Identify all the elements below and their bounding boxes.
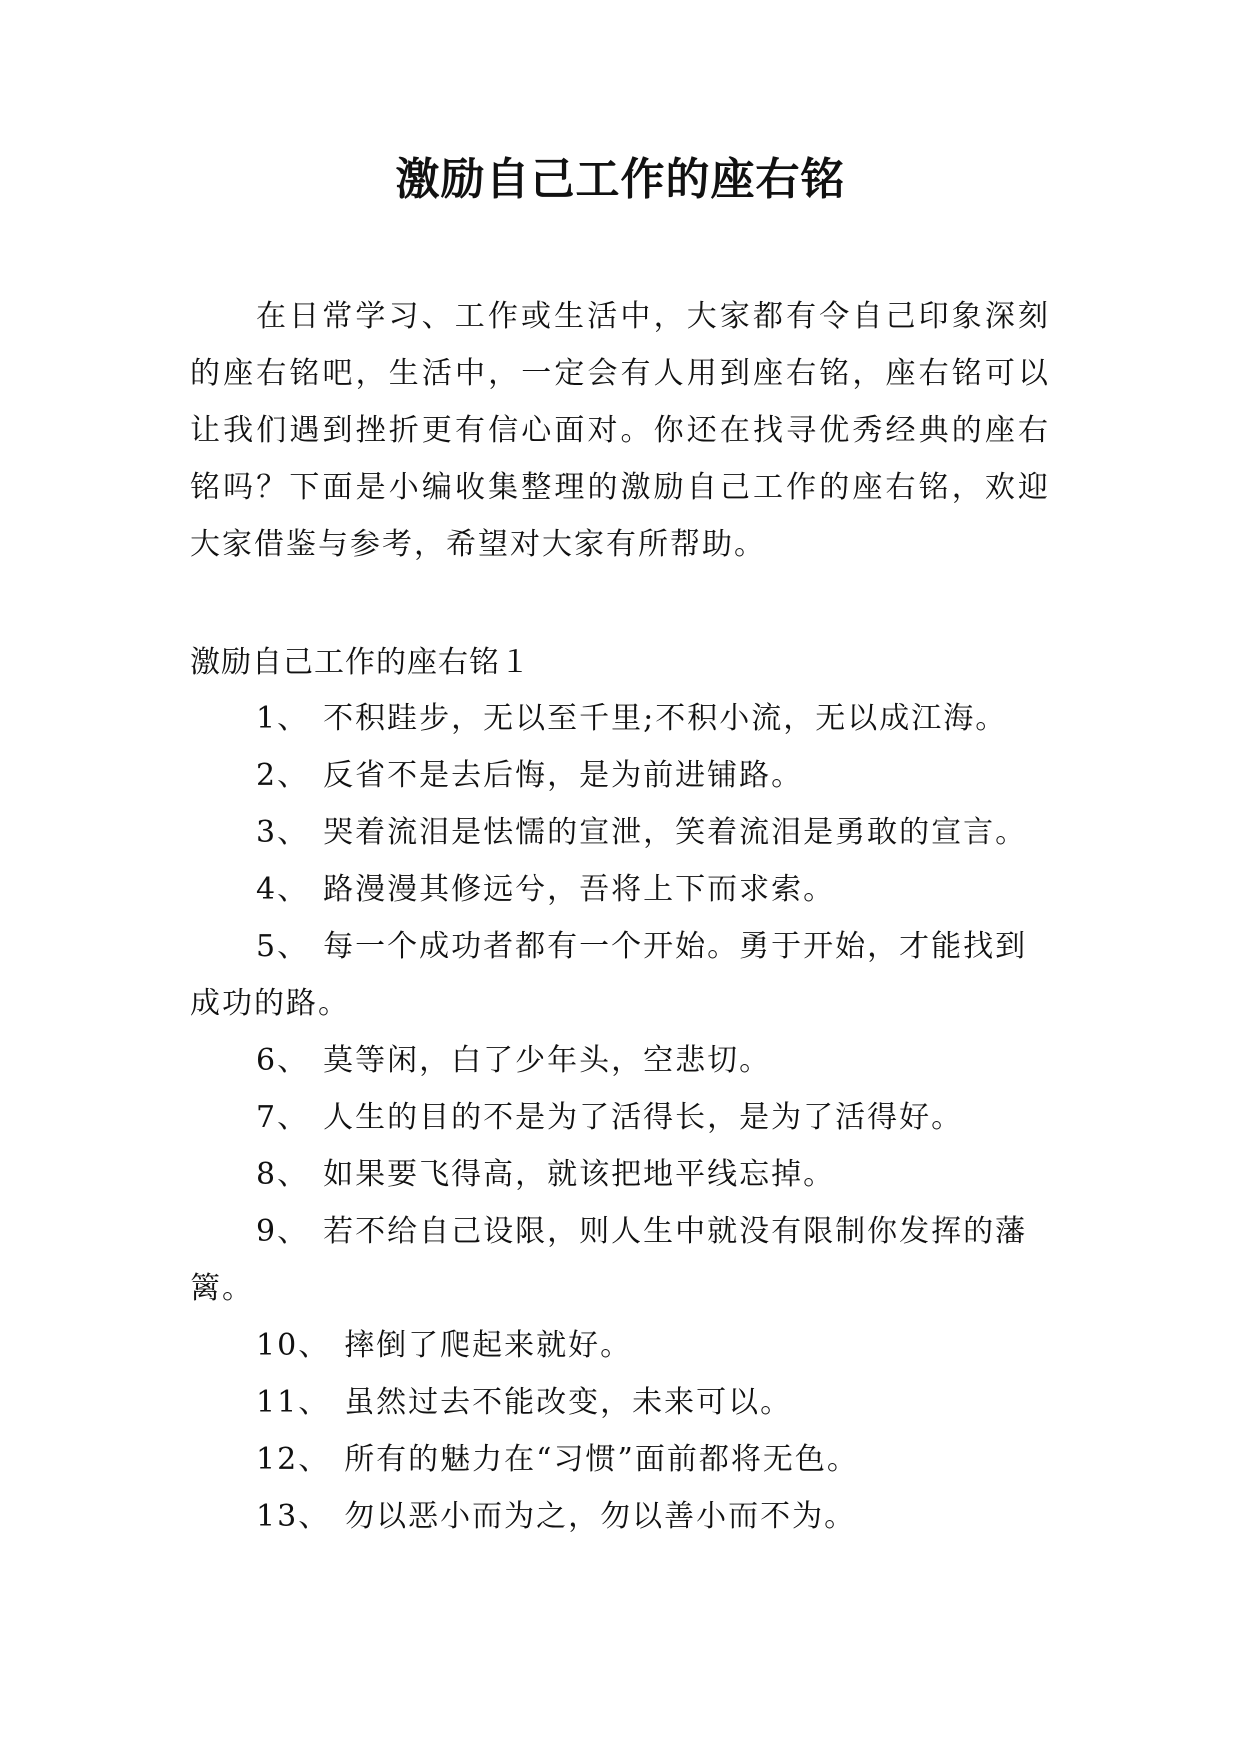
quote-text: 所有的魅力在“习惯”面前都将无色。	[344, 1442, 859, 1477]
quote-number: 12	[256, 1442, 299, 1477]
quote-number: 1	[256, 701, 278, 736]
quote-separator: 、	[277, 701, 310, 736]
list-item	[190, 1203, 1050, 1317]
quote-text: 人生的目的不是为了活得长，是为了活得好。	[323, 1100, 964, 1135]
quote-text: 反省不是去后悔，是为前进铺路。	[323, 758, 804, 793]
quote-text: 若不给自己设限，则人生中就没有限制你发挥的藩篱。	[190, 1214, 1028, 1306]
list-item	[190, 1089, 1050, 1146]
quote-separator: 、	[277, 1214, 310, 1249]
quote-text: 摔倒了爬起来就好。	[344, 1328, 633, 1363]
quote-number: 3	[256, 815, 278, 850]
quote-number: 2	[256, 758, 278, 793]
quote-text: 哭着流泪是怯懦的宣泄，笑着流泪是勇敢的宣言。	[323, 815, 1028, 850]
quote-separator: 、	[298, 1499, 331, 1534]
quote-number: 6	[256, 1043, 278, 1078]
quote-text: 路漫漫其修远兮，吾将上下而求索。	[323, 872, 836, 907]
list-item	[190, 690, 1050, 747]
list-item	[190, 1032, 1050, 1089]
quote-number: 4	[256, 872, 278, 907]
quote-separator: 、	[298, 1442, 331, 1477]
quote-separator: 、	[298, 1328, 331, 1363]
quote-number: 11	[256, 1385, 299, 1420]
quote-number: 9	[256, 1214, 278, 1249]
quote-separator: 、	[277, 1157, 310, 1192]
quote-number: 10	[256, 1328, 299, 1363]
intro-paragraph: 在日常学习、工作或生活中，大家都有令自己印象深刻的座右铭吧，生活中，一定会有人用到座右铭，座右铭可以让我们遇到挫折更有信心面对。你还在找寻优秀经典的座右铭吗？下面是小编收集整理的激励自己工作的座右铭，欢迎大家借鉴与参考，希望对大家有所帮助。	[190, 299, 1050, 562]
list-item	[190, 1146, 1050, 1203]
quote-text: 莫等闲，白了少年头，空悲切。	[323, 1043, 772, 1078]
list-item	[190, 1374, 1050, 1431]
quote-text: 每一个成功者都有一个开始。勇于开始，才能找到成功的路。	[190, 929, 1028, 1021]
section-heading: 激励自己工作的座右铭１	[190, 645, 531, 680]
list-item	[190, 804, 1050, 861]
list-item	[190, 1488, 1050, 1545]
quote-number: 7	[256, 1100, 278, 1135]
quote-number: 13	[256, 1499, 299, 1534]
quote-separator: 、	[277, 758, 310, 793]
list-item	[190, 1431, 1050, 1488]
quote-list	[190, 690, 1050, 1545]
quote-separator: 、	[277, 929, 310, 964]
quote-text: 不积跬步，无以至千里;不积小流，无以成江海。	[323, 701, 1008, 736]
quote-separator: 、	[277, 1043, 310, 1078]
list-item	[190, 1317, 1050, 1374]
quote-text: 虽然过去不能改变，未来可以。	[344, 1385, 793, 1420]
document-title: 激励自己工作的座右铭	[395, 154, 846, 205]
list-item	[190, 747, 1050, 804]
quote-separator: 、	[277, 872, 310, 907]
quote-text: 勿以恶小而为之，勿以善小而不为。	[344, 1499, 857, 1534]
quote-text: 如果要飞得高，就该把地平线忘掉。	[323, 1157, 836, 1192]
quote-separator: 、	[277, 1100, 310, 1135]
list-item	[190, 918, 1050, 1032]
quote-number: 8	[256, 1157, 278, 1192]
quote-separator: 、	[298, 1385, 331, 1420]
quote-number: 5	[256, 929, 278, 964]
list-item	[190, 861, 1050, 918]
quote-separator: 、	[277, 815, 310, 850]
